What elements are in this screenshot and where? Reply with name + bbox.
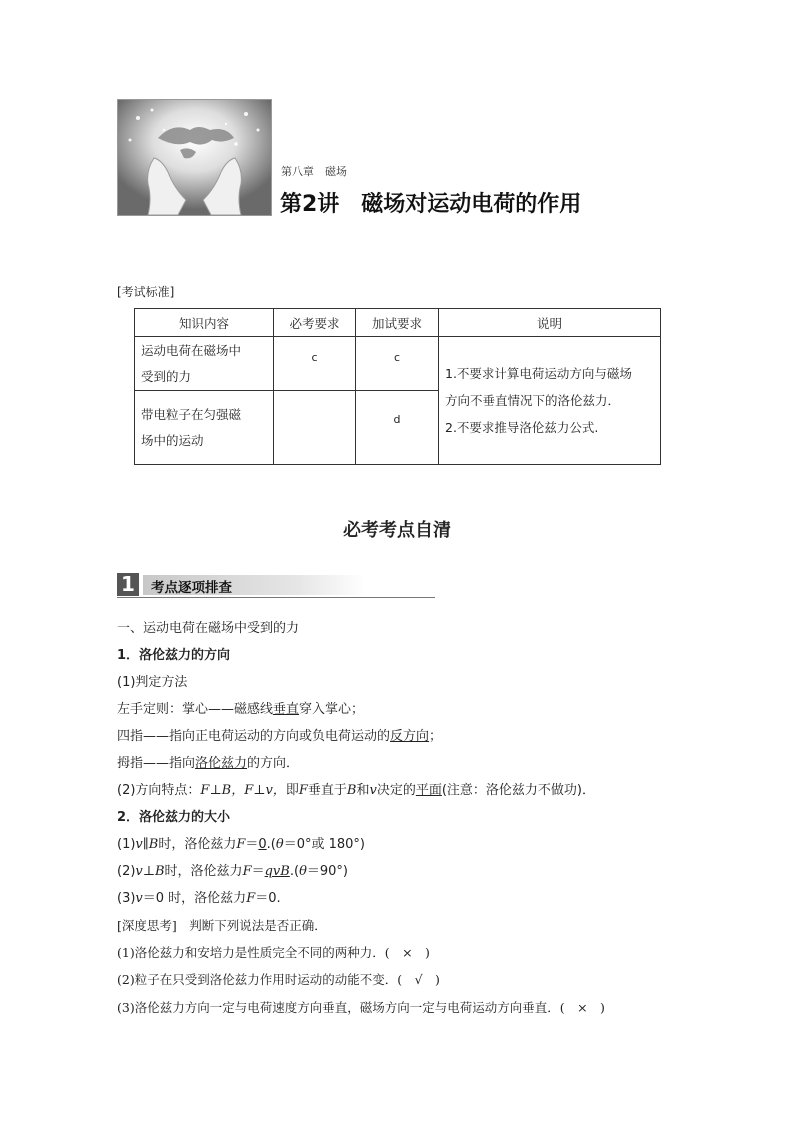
subheading-direction: 1．洛伦兹力的方向 — [117, 648, 231, 663]
judgement-question: (3)洛伦兹力方向一定与电荷速度方向垂直，磁场方向一定与电荷运动方向垂直．( × ) — [117, 1000, 605, 1015]
topic-line: 受到的力 — [141, 368, 192, 384]
text: 即 — [285, 783, 299, 798]
column-header: 必考要求 — [274, 309, 356, 337]
chapter-label: 第八章 磁场 — [281, 165, 347, 178]
paragraph-method: (1)判定方法 — [117, 675, 188, 690]
topic-cell — [135, 391, 274, 465]
text: 时，洛伦兹力 — [158, 837, 237, 852]
answer-underlined: 反方向 — [390, 729, 430, 744]
text: 四指——指向正电荷运动的方向或负电荷运动的 — [117, 729, 391, 744]
math: F — [298, 783, 308, 798]
math: F — [242, 864, 252, 879]
text: ； — [429, 729, 443, 744]
required-level — [274, 391, 356, 465]
column-header: 知识内容 — [135, 309, 274, 337]
judgement-question: (1)洛伦兹力和安培力是性质完全不同的两种力．( × ) — [117, 945, 430, 960]
answer-underlined: 平面 — [415, 783, 442, 798]
text: ＝0. — [255, 891, 281, 906]
text: 时，洛伦兹力 — [164, 864, 243, 879]
four-fingers-line — [117, 729, 442, 745]
text: (注意：洛伦兹力不做功)． — [441, 783, 595, 798]
math: v∥B — [135, 837, 159, 852]
topic-line: 运动电荷在磁场中 — [141, 342, 242, 358]
column-header: 加试要求 — [356, 309, 439, 337]
text: ＝0°或 180°) — [283, 837, 366, 852]
note-line: 2.不要求推导洛伦兹力公式. — [445, 420, 599, 435]
math: F — [246, 891, 256, 906]
text: ＝90°) — [306, 864, 349, 879]
section-banner — [117, 573, 435, 598]
table-row — [135, 337, 661, 391]
math: v⊥B — [135, 864, 165, 879]
judgement-question: (2)粒子在只受到洛伦兹力作用时运动的动能不变．( √ ) — [117, 972, 440, 987]
math: v — [135, 891, 143, 906]
table-header-row — [135, 309, 661, 337]
text: (2) — [117, 864, 136, 879]
magnitude-perpendicular-line — [117, 864, 348, 880]
answer-underlined: qvB — [264, 864, 290, 879]
hands-globe-illustration — [118, 100, 271, 215]
text: 左手定则：掌心——磁感线 — [117, 702, 274, 717]
text: ＝ — [251, 864, 265, 879]
magnitude-parallel-line — [117, 837, 365, 853]
text: (1) — [117, 837, 136, 852]
text: ＝ — [245, 837, 259, 852]
lecture-title: 第2讲 磁场对运动电荷的作用 — [280, 192, 582, 217]
note-line: 方向不垂直情况下的洛伦兹力． — [445, 393, 621, 408]
exam-standard-table — [134, 308, 661, 465]
required-level: c — [274, 337, 356, 391]
math: F⊥B，F⊥v， — [200, 783, 286, 798]
text: 穿入掌心； — [299, 702, 365, 717]
exam-standard-label: [考试标准] — [117, 285, 175, 299]
section-title: 必考考点自清 — [343, 520, 451, 541]
math: θ — [299, 864, 307, 879]
text: (3) — [117, 891, 136, 906]
topic-line: 带电粒子在匀强磁 — [141, 406, 242, 422]
topic-cell — [135, 337, 274, 391]
magnitude-zero-line — [117, 891, 281, 907]
extra-level: c — [356, 337, 439, 391]
text: ＝0 时，洛伦兹力 — [142, 891, 247, 906]
heading-lorentz-force: 一、运动电荷在磁场中受到的力 — [117, 621, 300, 636]
note-line: 1.不要求计算电荷运动方向与磁场 — [445, 366, 632, 381]
math: F — [236, 837, 246, 852]
text: 和 — [356, 783, 370, 798]
thumb-line — [117, 756, 299, 772]
banner-title: 考点逐项排查 — [151, 580, 232, 596]
answer-underlined: 0 — [258, 837, 267, 852]
text: 垂直于 — [307, 783, 347, 798]
header-image — [117, 99, 272, 216]
notes-cell — [439, 337, 661, 465]
direction-feature-line — [117, 783, 595, 799]
math: v — [369, 783, 377, 798]
text: 的方向． — [247, 756, 300, 771]
text: .( — [289, 864, 300, 879]
topic-line: 场中的运动 — [141, 432, 204, 448]
column-header: 说明 — [439, 309, 661, 337]
left-hand-rule-line — [117, 702, 364, 718]
answer-underlined: 洛伦兹力 — [195, 756, 248, 771]
answer-underlined: 垂直 — [273, 702, 300, 717]
text: .( — [266, 837, 276, 852]
deep-thinking-heading: [深度思考] 判断下列说法是否正确． — [117, 918, 327, 933]
banner-number: 1 — [117, 573, 139, 596]
text: (2)方向特点： — [117, 783, 201, 798]
text: 决定的 — [376, 783, 416, 798]
math: B — [346, 783, 357, 798]
text: 拇指——指向 — [117, 756, 196, 771]
math: θ — [275, 837, 284, 852]
subheading-magnitude: 2．洛伦兹力的大小 — [117, 810, 231, 825]
extra-level: d — [356, 391, 439, 465]
